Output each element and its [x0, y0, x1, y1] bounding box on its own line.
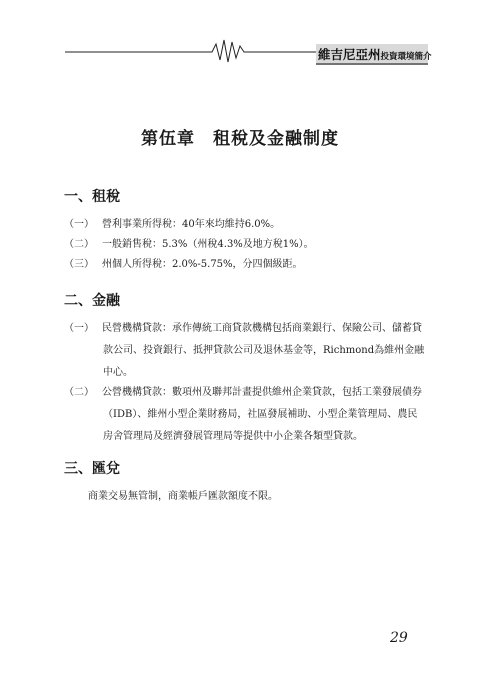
list-item	[64, 216, 280, 234]
item-text-continued: （IDB）、維州小型企業財務局，社區發展補助、小型企業管理局、農民	[103, 409, 418, 420]
chapter-title: 第伍章 租稅及金融制度	[141, 129, 339, 149]
item-text: 營利事業所得稅：40年來均維持6.0%。	[102, 219, 281, 230]
item-number: （一）	[64, 219, 94, 230]
item-text: 一般銷售稅：5.3%（州稅4.3%及地方稅1%）。	[102, 239, 314, 250]
item-text: 民營機構貸款：承作傳統工商貸款機構包括商業銀行、保險公司、儲蓄貸	[102, 323, 422, 334]
list-item	[64, 384, 422, 402]
item-text-continued: 中心。	[103, 367, 133, 378]
item-number: （一）	[64, 323, 94, 334]
header-title-sub: 投資環境簡介	[380, 52, 432, 62]
section-heading-finance: 二、金融	[64, 293, 120, 309]
item-text: 州個人所得稅：2.0%-5.75%，分四個級距。	[102, 259, 303, 270]
item-text: 公營機構貸款：數項州及聯邦計畫提供維州企業貸款，包括工業發展債券	[102, 387, 422, 398]
paragraph: 商業交易無管制，商業帳戶匯款額度不限。	[88, 491, 278, 502]
section-heading-tax: 一、租稅	[64, 189, 120, 205]
header-title	[318, 45, 432, 65]
header-title-main: 維吉尼亞州	[318, 47, 381, 62]
list-item	[64, 256, 303, 274]
page-number: 29	[390, 630, 408, 646]
item-number: （三）	[64, 259, 94, 270]
item-number: （二）	[64, 239, 94, 250]
page-header	[0, 0, 480, 70]
item-text-continued: 款公司、投資銀行、抵押貸款公司及退休基金等，Richmond為維州金融	[103, 345, 425, 356]
list-item	[64, 320, 422, 338]
list-item	[64, 236, 314, 254]
item-number: （二）	[64, 387, 94, 398]
section-heading-exchange: 三、匯兌	[64, 461, 120, 477]
item-text-continued: 房舍管理局及經濟發展管理局等提供中小企業各類型貸款。	[103, 431, 363, 442]
